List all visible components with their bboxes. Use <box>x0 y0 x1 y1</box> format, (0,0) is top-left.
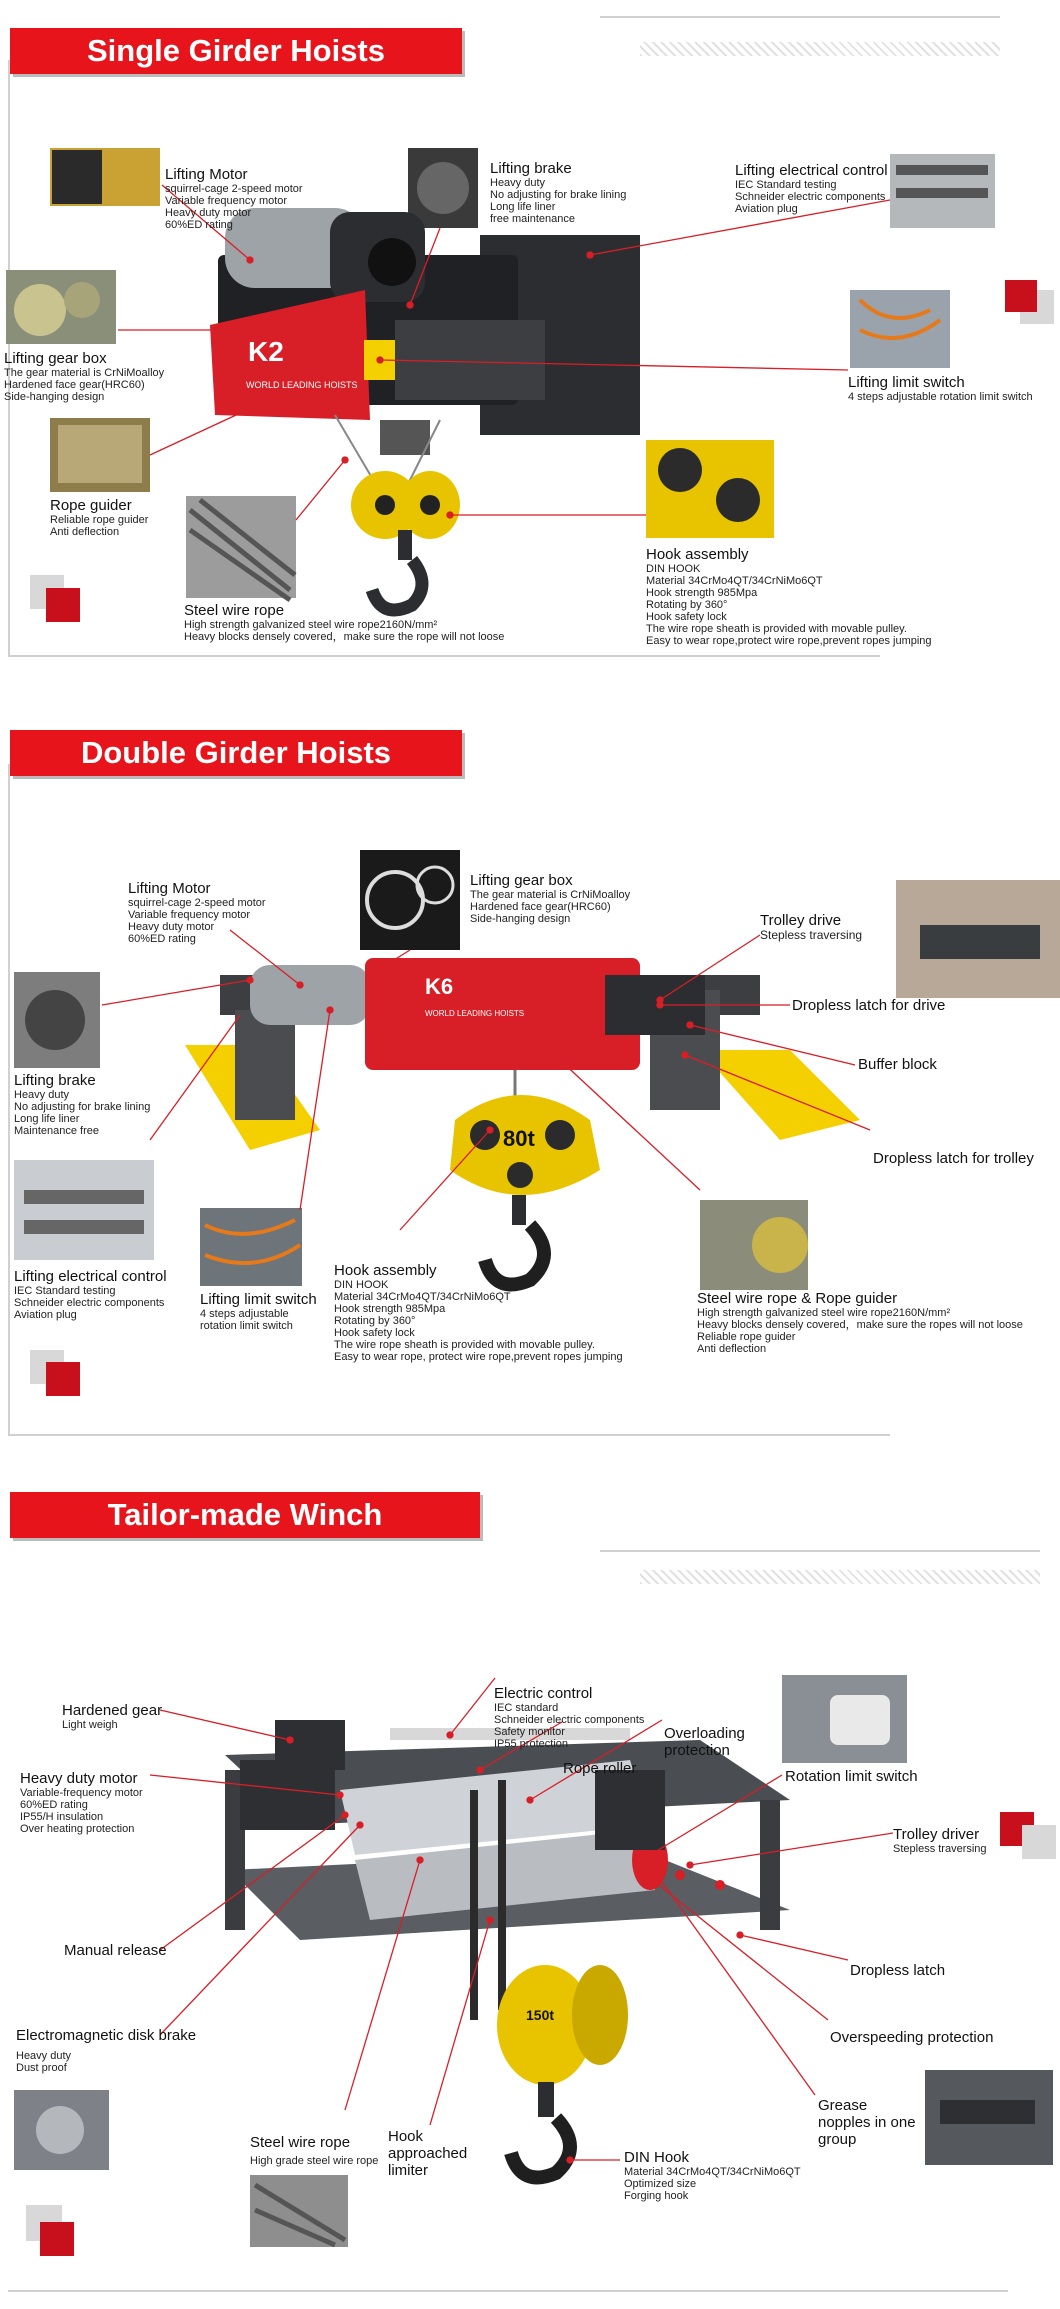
label-hook-assembly: Hook assembly DIN HOOK Material 34CrMo4QT/34CrNiMo6QT Hook strength 985Mpa Rotating by 360° Hook safety lock The wire rope sheath is provided with movable pulley. Easy to wear rope, protect wire rope,prevent ropes jumping <box>334 1262 623 1363</box>
label-steel-wire-rope: Steel wire rope High grade steel wire rope <box>250 2134 379 2167</box>
label-dropless-latch-trolley: Dropless latch for trolley <box>873 1150 1034 1167</box>
label-electric-control: Electric control IEC standard Schneider electric components Safety monitor IP55 protection <box>494 1685 645 1750</box>
label-rope-guider: Rope guider Reliable rope guider Anti deflection <box>50 497 149 538</box>
hook-load-150t: 150t <box>526 2007 555 2023</box>
k2-brand-sub: WORLD LEADING HOISTS <box>246 380 358 390</box>
label-hook-limiter: Hook approached limiter <box>388 2128 468 2179</box>
label-lifting-brake: Lifting brake Heavy duty No adjusting for brake lining Long life liner free maintenance <box>490 160 627 225</box>
label-overspeeding-protection: Overspeeding protection <box>830 2029 994 2046</box>
label-dropless-latch-drive: Dropless latch for drive <box>792 997 946 1014</box>
hardened-gear <box>275 1720 345 1770</box>
k2-brand: K2 <box>248 336 284 367</box>
heavy-duty-motor <box>240 1760 335 1830</box>
label-hardened-gear: Hardened gear Light weigh <box>62 1702 163 1731</box>
label-limit-switch: Lifting limit switch 4 steps adjustable rotation limit switch <box>200 1291 317 1332</box>
label-din-hook: DIN Hook Material 34CrMo4QT/34CrNiMo6QT Optimized size Forging hook <box>624 2149 801 2202</box>
label-lifting-brake: Lifting brake Heavy duty No adjusting for brake lining Long life liner Maintenance free <box>14 1072 151 1137</box>
section-tailor-made-winch <box>0 1470 1060 2309</box>
k6-brand-sub: WORLD LEADING HOISTS <box>425 1009 525 1018</box>
section-title-banner: Single Girder Hoists <box>10 28 462 74</box>
electrical-control-thumb <box>14 1160 154 1260</box>
label-trolley-driver: Trolley driver Stepless traversing <box>893 1826 987 1855</box>
label-dropless-latch: Dropless latch <box>850 1962 946 1979</box>
label-grease-nipples: Grease nopples in one group <box>818 2097 916 2148</box>
label-overloading-protection: Overloading protection <box>664 1725 745 1759</box>
limit-switch-thumb <box>200 1208 302 1286</box>
label-electrical-control: Lifting electrical control IEC Standard testing Schneider electric components Aviation plug <box>735 162 888 215</box>
label-rope-roller: Rope roller <box>563 1760 637 1777</box>
label-steel-wire-rope: Steel wire rope High strength galvanized steel wire rope2160N/mm² Heavy blocks densely covered，make sure the rope will not loose <box>184 602 505 643</box>
label-lifting-motor: Lifting Motor squirrel-cage 2-speed motor Variable frequency motor Heavy duty motor 60%ED rating <box>128 880 266 945</box>
limit-switch-thumb <box>850 290 950 368</box>
label-gear-box: Lifting gear box The gear material is CrNiMoalloy Hardened face gear(HRC60) Side-hanging design <box>4 350 165 403</box>
label-limit-switch: Lifting limit switch 4 steps adjustable rotation limit switch <box>848 374 1033 403</box>
label-gear-box: Lifting gear box The gear material is CrNiMoalloy Hardened face gear(HRC60) Side-hanging design <box>470 872 631 925</box>
section-title-banner: Double Girder Hoists <box>10 730 462 776</box>
lifting-motor <box>250 965 370 1025</box>
label-disk-brake: Electromagnetic disk brake Heavy duty Dust proof <box>16 2027 197 2074</box>
label-trolley-drive: Trolley drive Stepless traversing <box>760 912 863 942</box>
label-lifting-motor: Lifting Motor squirrel-cage 2-speed motor Variable frequency motor Heavy duty motor 60%ED rating <box>165 166 303 231</box>
winch-illustration <box>0 1470 1060 2309</box>
label-rotation-limit-switch: Rotation limit switch <box>785 1768 918 1785</box>
label-hook-assembly: Hook assembly DIN HOOK Material 34CrMo4QT/34CrNiMo6QT Hook strength 985Mpa Rotating by 360° Hook safety lock The wire rope sheath is provided with movable pulley. Easy to wear rope,protect wire rope,prevent ropes jumping <box>646 546 932 647</box>
label-buffer-block: Buffer block <box>858 1056 937 1073</box>
right-girder <box>700 1050 860 1140</box>
section-single-girder <box>0 0 1060 680</box>
din-hook <box>511 2118 570 2178</box>
k6-brand: K6 <box>425 974 454 999</box>
label-heavy-duty-motor: Heavy duty motor Variable-frequency motor 60%ED rating IP55/H insulation Over heating protection <box>20 1770 143 1835</box>
label-wire-rope-guider: Steel wire rope & Rope guider High strength galvanized steel wire rope2160N/mm² Heavy blocks densely covered，make sure the ropes will not loose Reliable rope guider Anti deflection <box>697 1290 1023 1355</box>
hook-load-80t: 80t <box>503 1126 535 1151</box>
section-title-banner: Tailor-made Winch <box>10 1492 480 1538</box>
section-double-girder <box>0 710 1060 1450</box>
label-manual-release: Manual release <box>64 1942 167 1959</box>
label-electrical-control: Lifting electrical control IEC Standard testing Schneider electric components Aviation plug <box>14 1268 167 1321</box>
